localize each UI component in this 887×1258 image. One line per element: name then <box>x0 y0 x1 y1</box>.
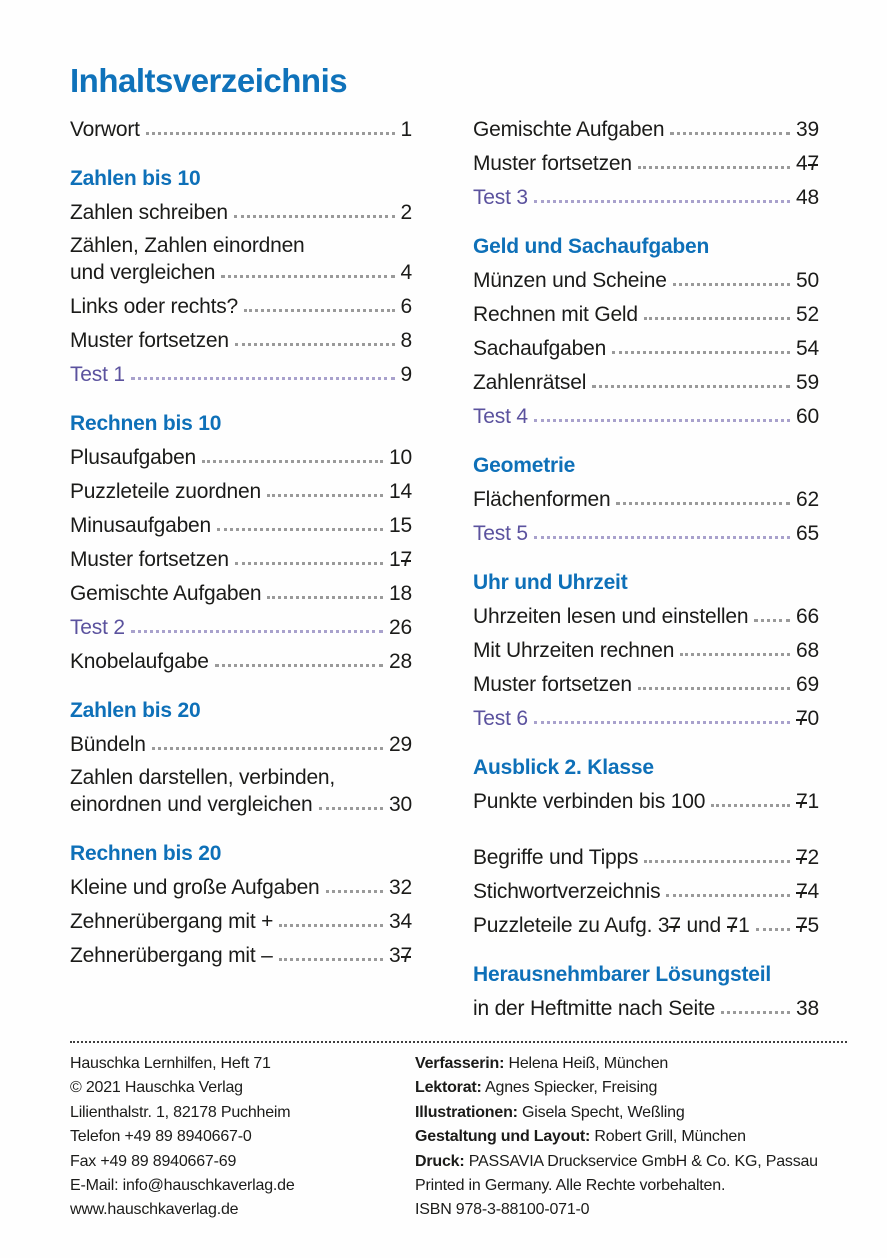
dotted-leader <box>644 860 790 863</box>
toc-section <box>70 162 412 392</box>
dotted-leader <box>267 494 383 497</box>
toc-entry-label: Begriffe und Tipps <box>473 846 639 869</box>
toc-entry-label: Puzzleteile zuordnen <box>70 480 261 503</box>
toc-section-heading: Zahlen bis 20 <box>70 699 201 722</box>
footer-credit-text: Gisela Specht, Weßling <box>522 1103 685 1121</box>
toc-entry-test <box>70 358 412 392</box>
toc-section <box>70 113 412 147</box>
toc-section-heading: Geld und Sachaufgaben <box>473 235 710 258</box>
footer-credit-line <box>415 1198 887 1222</box>
toc-section-heading: Zahlen bis 10 <box>70 167 201 190</box>
toc-entry-page: 6 <box>400 295 412 318</box>
toc-entry-page: 65 <box>796 522 819 545</box>
crossed-seven: 7 <box>669 914 681 937</box>
dotted-leader <box>131 377 395 380</box>
toc-entry-page: 75 <box>796 914 819 937</box>
toc-entry <box>473 992 819 1026</box>
footer-credit-line <box>415 1125 887 1149</box>
toc-entry-page: 1 <box>400 118 412 141</box>
footer-credit-line <box>415 1174 887 1198</box>
footer-line: Telefon +49 89 8940667-0 <box>70 1128 252 1146</box>
toc-entry-label: Test 2 <box>70 616 125 639</box>
toc-entry-page: 34 <box>389 910 412 933</box>
dotted-leader <box>235 562 383 565</box>
dotted-leader <box>754 619 790 622</box>
toc-entry-label: Muster fortsetzen <box>70 329 229 352</box>
toc-entry-page: 70 <box>796 707 819 730</box>
footer-line: Hauschka Lernhilfen, Heft 71 <box>70 1055 271 1072</box>
toc-entry <box>473 785 819 819</box>
footer-credits <box>415 1052 887 1223</box>
dotted-leader <box>711 804 790 807</box>
toc-entry-wrapped <box>70 762 412 792</box>
toc-section <box>473 841 819 943</box>
toc-entry <box>473 147 819 181</box>
footer-credit-text: Printed in Germany. Alle Rechte vorbehalten. <box>415 1177 726 1195</box>
toc-entry-label: Sachaufgaben <box>473 337 607 360</box>
footer-imprint <box>70 1052 887 1223</box>
dotted-leader <box>756 928 790 931</box>
toc-entry-label: Muster fortsetzen <box>70 548 229 571</box>
toc-entry <box>70 113 412 147</box>
toc-entry <box>70 324 412 358</box>
toc-section <box>70 837 412 973</box>
toc-entry-label: Zahlenrätsel <box>473 371 587 394</box>
toc-section-heading: Rechnen bis 20 <box>70 842 222 865</box>
toc-entry-page: 71 <box>796 790 819 813</box>
toc-entry-wrapped <box>70 230 412 260</box>
toc-entry-label: und vergleichen <box>70 261 216 284</box>
dotted-leader <box>217 528 383 531</box>
toc-entry-page: 48 <box>796 186 819 209</box>
toc-section <box>473 958 819 1026</box>
crossed-seven: 7 <box>807 152 819 175</box>
toc-entry-page: 15 <box>389 514 412 537</box>
toc-entry-page: 60 <box>796 405 819 428</box>
toc-entry-page: 4 <box>400 261 412 284</box>
toc-entry-page: 66 <box>796 605 819 628</box>
toc-entry <box>473 483 819 517</box>
toc-entry <box>70 475 412 509</box>
toc-entry-page: 50 <box>796 269 819 292</box>
toc-entry-label: Muster fortsetzen <box>473 673 632 696</box>
dotted-leader <box>612 351 790 354</box>
footer-line: E-Mail: info@hauschkaverlag.de <box>70 1177 295 1195</box>
footer-line: www.hauschkaverlag.de <box>70 1201 239 1219</box>
toc-entry-label: Test 6 <box>473 707 528 730</box>
footer-credit-label: Illustrationen: <box>415 1103 518 1121</box>
toc-entry <box>473 909 819 943</box>
toc-section <box>473 230 819 434</box>
footer-credit-label: Verfasserin: <box>415 1055 505 1072</box>
toc-entry-page: 59 <box>796 371 819 394</box>
toc-entry-page: 10 <box>389 446 412 469</box>
toc-entry-label: Zehnerübergang mit + <box>70 910 274 933</box>
dotted-leader <box>221 275 394 278</box>
toc-entry-label: einordnen und vergleichen <box>70 793 313 816</box>
toc-section <box>70 407 412 679</box>
toc-entry-page: 32 <box>389 876 412 899</box>
toc-entry-page: 68 <box>796 639 819 662</box>
toc-entry-page: 72 <box>796 846 819 869</box>
toc-entry-test <box>70 611 412 645</box>
footer-line: Lilienthalstr. 1, 82178 Puchheim <box>70 1103 291 1121</box>
dotted-leader <box>638 687 790 690</box>
dotted-leader <box>244 309 395 312</box>
toc-entry-label: Flächenformen <box>473 488 611 511</box>
toc-entry-label: Test 4 <box>473 405 528 428</box>
crossed-seven: 7 <box>796 790 808 813</box>
toc-section <box>70 694 412 822</box>
toc-columns <box>70 113 887 1026</box>
dotted-leader <box>267 596 383 599</box>
dotted-leader <box>279 924 383 927</box>
toc-entry-label: Gemischte Aufgaben <box>70 582 262 605</box>
toc-section <box>473 449 819 551</box>
crossed-seven: 7 <box>400 548 412 571</box>
crossed-seven: 7 <box>796 846 808 869</box>
toc-entry <box>70 645 412 679</box>
footer-credit-label: Gestaltung und Layout: <box>415 1128 591 1146</box>
toc-entry-label: Kleine und große Aufgaben <box>70 876 320 899</box>
toc-entry-page: 2 <box>400 201 412 224</box>
toc-entry <box>70 871 412 905</box>
toc-entry-label: Rechnen mit Geld <box>473 303 638 326</box>
toc-entry-page: 18 <box>389 582 412 605</box>
toc-entry <box>70 543 412 577</box>
toc-column-left <box>70 113 412 1026</box>
toc-section-heading: Ausblick 2. Klasse <box>473 756 654 779</box>
dotted-leader <box>721 1011 790 1014</box>
toc-section <box>473 566 819 736</box>
toc-entry <box>70 728 412 762</box>
toc-entry-label: Knobelaufgabe <box>70 650 209 673</box>
toc-entry-label: Plusaufgaben <box>70 446 197 469</box>
toc-entry-label: Münzen und Scheine <box>473 269 667 292</box>
dotted-leader <box>670 132 790 135</box>
toc-entry-page: 9 <box>400 363 412 386</box>
toc-section-heading: Herausnehmbarer Lösungsteil <box>473 963 772 986</box>
toc-entry-label: Uhrzeiten lesen und einstellen <box>473 605 749 628</box>
toc-entry-label: Bündeln <box>70 733 146 756</box>
toc-entry-page: 69 <box>796 673 819 696</box>
toc-entry-label: Gemischte Aufgaben <box>473 118 665 141</box>
page-title: Inhaltsverzeichnis <box>70 62 348 99</box>
toc-entry <box>473 600 819 634</box>
footer-credit-text: Helena Heiß, München <box>508 1055 669 1072</box>
toc-entry-label: Muster fortsetzen <box>473 152 632 175</box>
crossed-seven: 7 <box>726 914 739 937</box>
toc-entry <box>473 841 819 875</box>
toc-entry-page: 54 <box>796 337 819 360</box>
dotted-leader <box>131 630 383 633</box>
toc-entry <box>70 577 412 611</box>
toc-entry <box>473 875 819 909</box>
dotted-leader <box>644 317 790 320</box>
toc-entry-test <box>473 517 819 551</box>
dotted-leader <box>534 721 790 724</box>
toc-entry-page: 62 <box>796 488 819 511</box>
dotted-leader <box>666 894 790 897</box>
dotted-leader <box>279 958 383 961</box>
toc-entry-page: 29 <box>389 733 412 756</box>
toc-entry <box>473 634 819 668</box>
toc-entry-label: Test 1 <box>70 363 125 386</box>
toc-entry-label: Zahlen darstellen, verbinden, <box>70 766 336 789</box>
toc-entry-page: 17 <box>389 548 412 571</box>
toc-entry <box>473 668 819 702</box>
toc-entry-page: 38 <box>796 997 819 1020</box>
toc-section-heading: Rechnen bis 10 <box>70 412 222 435</box>
dotted-leader <box>680 653 790 656</box>
toc-entry-page: 30 <box>389 793 412 816</box>
footer-credit-text: Robert Grill, München <box>594 1128 746 1146</box>
toc-entry-label: Vorwort <box>70 118 140 141</box>
toc-entry-test <box>473 702 819 736</box>
toc-entry-test <box>473 181 819 215</box>
footer-publisher-info <box>70 1052 415 1223</box>
toc-entry <box>473 113 819 147</box>
toc-entry-label: Test 3 <box>473 186 528 209</box>
toc-entry-page: 8 <box>400 329 412 352</box>
toc-entry <box>70 290 412 324</box>
toc-entry-label: Zählen, Zahlen einordnen <box>70 234 305 257</box>
dotted-leader <box>534 419 790 422</box>
toc-entry-page: 74 <box>796 880 819 903</box>
toc-entry <box>70 939 412 973</box>
footer-line: Fax +49 89 8940667-69 <box>70 1152 237 1170</box>
toc-entry <box>473 298 819 332</box>
toc-section-heading: Geometrie <box>473 454 576 477</box>
toc-entry-page: 14 <box>389 480 412 503</box>
footer-credit-text: PASSAVIA Druckservice GmbH & Co. KG, Passau <box>468 1152 818 1170</box>
toc-entry-label: Mit Uhrzeiten rechnen <box>473 639 675 662</box>
toc-entry-label: Punkte verbinden bis 100 <box>473 790 706 813</box>
footer-line: © 2021 Hauschka Verlag <box>70 1079 243 1097</box>
dotted-leader <box>673 283 790 286</box>
dotted-leader <box>234 215 395 218</box>
dotted-leader <box>326 890 383 893</box>
crossed-seven: 7 <box>796 880 808 903</box>
dotted-leader <box>592 385 790 388</box>
toc-entry-page: 26 <box>389 616 412 639</box>
dotted-leader <box>146 132 395 135</box>
dotted-leader <box>215 664 383 667</box>
footer-credit-line <box>415 1052 887 1076</box>
toc-entry <box>70 441 412 475</box>
dotted-leader <box>638 166 790 169</box>
toc-entry <box>473 264 819 298</box>
footer-credit-line <box>415 1076 887 1100</box>
toc-entry <box>473 332 819 366</box>
toc-entry-label: Test 5 <box>473 522 528 545</box>
dotted-leader <box>534 536 790 539</box>
footer-separator <box>70 1041 847 1043</box>
toc-column-right <box>473 113 819 1026</box>
crossed-seven: 7 <box>796 707 808 730</box>
toc-entry-label: in der Heftmitte nach Seite <box>473 997 716 1020</box>
toc-section-heading: Uhr und Uhrzeit <box>473 571 628 594</box>
toc-entry-page: 39 <box>796 118 819 141</box>
toc-entry <box>70 196 412 230</box>
toc-entry-label: Zahlen schreiben <box>70 201 228 224</box>
dotted-leader <box>202 460 383 463</box>
crossed-seven: 7 <box>796 914 808 937</box>
footer-credit-label: Druck: <box>415 1152 465 1170</box>
toc-entry-label: Links oder rechts? <box>70 295 238 318</box>
toc-entry-page: 52 <box>796 303 819 326</box>
toc-entry-label: Zehnerübergang mit – <box>70 944 273 967</box>
toc-entry-page: 37 <box>389 944 412 967</box>
toc-entry-label: Minusaufgaben <box>70 514 212 537</box>
footer-credit-label: Lektorat: <box>415 1079 482 1097</box>
dotted-leader <box>152 747 383 750</box>
footer-credit-text: ISBN 978-3-88100-071-0 <box>415 1201 590 1219</box>
toc-entry-label: Puzzleteile zu Aufg. 37 und 71 <box>473 914 750 937</box>
toc-entry <box>70 509 412 543</box>
dotted-leader <box>534 200 790 203</box>
toc-entry-page: 47 <box>796 152 819 175</box>
footer-credit-text: Agnes Spiecker, Freising <box>485 1079 658 1097</box>
toc-entry <box>473 366 819 400</box>
toc-entry-page: 28 <box>389 650 412 673</box>
toc-section <box>473 751 819 819</box>
crossed-seven: 7 <box>400 944 412 967</box>
footer-credit-line <box>415 1101 887 1125</box>
toc-entry <box>70 260 412 290</box>
dotted-leader <box>319 807 384 810</box>
toc-section <box>473 113 819 215</box>
dotted-leader <box>616 502 790 505</box>
toc-entry-test <box>473 400 819 434</box>
toc-entry <box>70 905 412 939</box>
footer-credit-line <box>415 1150 887 1174</box>
toc-entry <box>70 792 412 822</box>
dotted-leader <box>235 343 395 346</box>
toc-entry-label: Stichwortverzeichnis <box>473 880 661 903</box>
